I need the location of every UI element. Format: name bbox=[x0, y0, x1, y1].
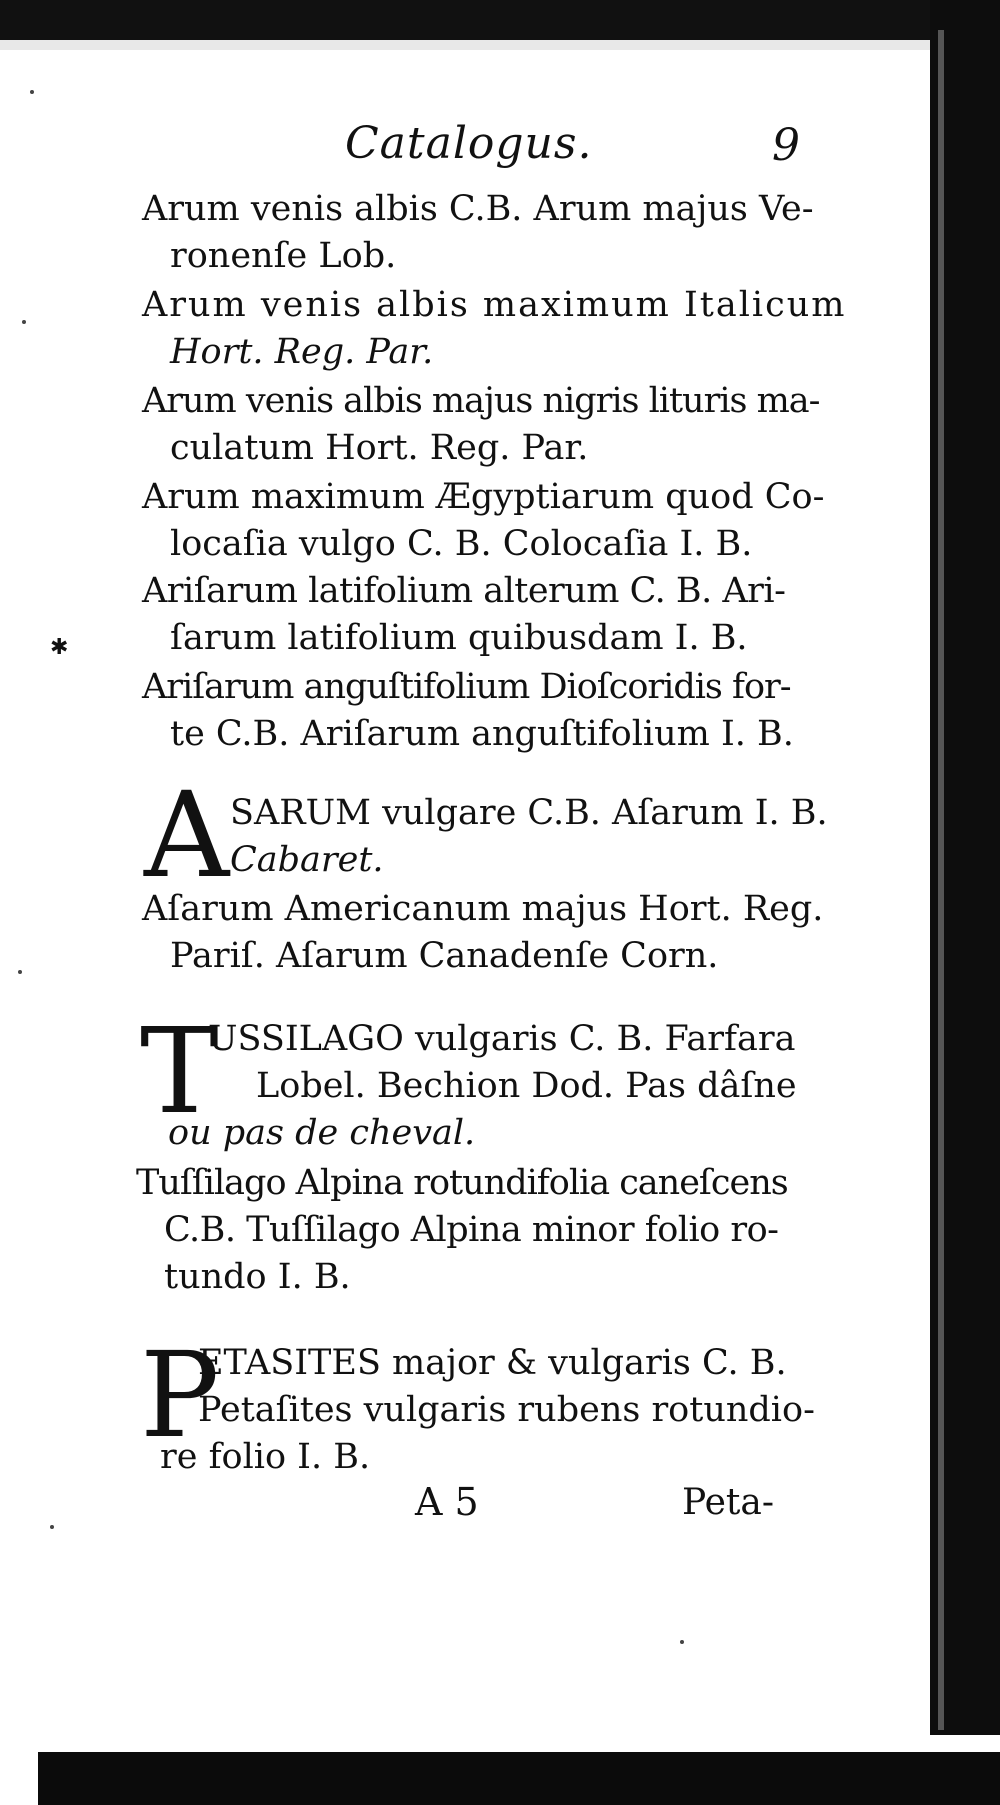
paper-speck bbox=[680, 1640, 684, 1644]
entry-tussilago bbox=[208, 1016, 808, 1110]
entry-line: Pariſ. Aſarum Canadenſe Corn. bbox=[170, 936, 719, 976]
entry-line: Hort. Reg. Par. bbox=[170, 332, 434, 372]
entry-arum-4 bbox=[142, 474, 825, 568]
entry-line: Arum maximum Ægyptiarum quod Co- bbox=[142, 477, 825, 517]
entry-arum-3 bbox=[142, 378, 820, 472]
entry-line: Ariſarum anguſtifolium Dioſcoridis for- bbox=[142, 667, 791, 707]
paper-speck bbox=[22, 320, 26, 324]
entry-petasites bbox=[198, 1340, 815, 1434]
entry-asarum-americanum bbox=[142, 886, 824, 980]
page-edge-top-band bbox=[0, 40, 930, 50]
entry-petasites-end bbox=[160, 1434, 820, 1481]
entry-line: Tuſſilago Alpina rotundifolia caneſcens bbox=[136, 1163, 788, 1203]
entry-line: ou pas de cheval. bbox=[168, 1113, 476, 1153]
entry-line: Arum venis albis majus nigris lituris ma- bbox=[142, 381, 820, 421]
entry-line: re folio I. B. bbox=[160, 1437, 371, 1477]
drop-cap-p: P bbox=[140, 1326, 220, 1464]
catchword: Peta- bbox=[682, 1482, 775, 1523]
entry-line: SARUM vulgare C.B. Aſarum I. B. bbox=[230, 793, 828, 833]
paper-speck bbox=[50, 1525, 54, 1529]
entry-tussilago-alpina bbox=[136, 1160, 796, 1301]
entry-arum-1 bbox=[142, 186, 814, 280]
entry-arum-2 bbox=[142, 282, 847, 376]
entry-line: culatum Hort. Reg. Par. bbox=[170, 428, 589, 468]
entry-line: Cabaret. bbox=[230, 840, 384, 880]
entry-arisarum-1 bbox=[142, 568, 802, 662]
entry-line: locaſia vulgo C. B. Colocaſia I. B. bbox=[170, 524, 753, 564]
running-head: Catalogus. bbox=[345, 118, 593, 169]
entry-line: USSILAGO vulgaris C. B. Farfara bbox=[208, 1019, 796, 1059]
page-edge-top bbox=[0, 0, 940, 40]
entry-line: Arum venis albis C.B. Arum majus Ve- bbox=[142, 189, 814, 229]
page-edge-right-stripe bbox=[938, 30, 944, 1730]
entry-line: tundo I. B. bbox=[164, 1257, 351, 1297]
entry-line: Aſarum Americanum majus Hort. Reg. bbox=[142, 889, 824, 929]
signature-mark: A 5 bbox=[415, 1480, 479, 1524]
entry-line: ronenſe Lob. bbox=[170, 236, 397, 276]
entry-line: Lobel. Bechion Dod. Pas dâſne bbox=[256, 1066, 797, 1106]
entry-line: ſarum latifolium quibusdam I. B. bbox=[170, 618, 748, 658]
entry-line: ETASITES major & vulgaris C. B. bbox=[198, 1343, 787, 1383]
entry-line: te C.B. Ariſarum anguſtifolium I. B. bbox=[170, 714, 794, 754]
marginal-mark: ✱ bbox=[50, 635, 69, 660]
entry-tussilago-vernacular bbox=[168, 1110, 828, 1157]
entry-asarum bbox=[230, 790, 828, 884]
entry-line: Arum venis albis maximum Italicum bbox=[142, 285, 847, 325]
drop-cap-a: A bbox=[144, 766, 230, 904]
page-number: 9 bbox=[772, 120, 800, 171]
entry-arisarum-2 bbox=[142, 664, 802, 758]
paper-speck bbox=[18, 970, 22, 974]
paper-speck bbox=[30, 90, 34, 94]
drop-cap-t: T bbox=[140, 1002, 219, 1140]
entry-line: C.B. Tuſſilago Alpina minor folio ro- bbox=[164, 1210, 779, 1250]
entry-line: Petaſites vulgaris rubens rotundio- bbox=[198, 1390, 815, 1430]
page-edge-bottom bbox=[38, 1752, 1000, 1805]
entry-line: Ariſarum latifolium alterum C. B. Ari- bbox=[142, 571, 786, 611]
